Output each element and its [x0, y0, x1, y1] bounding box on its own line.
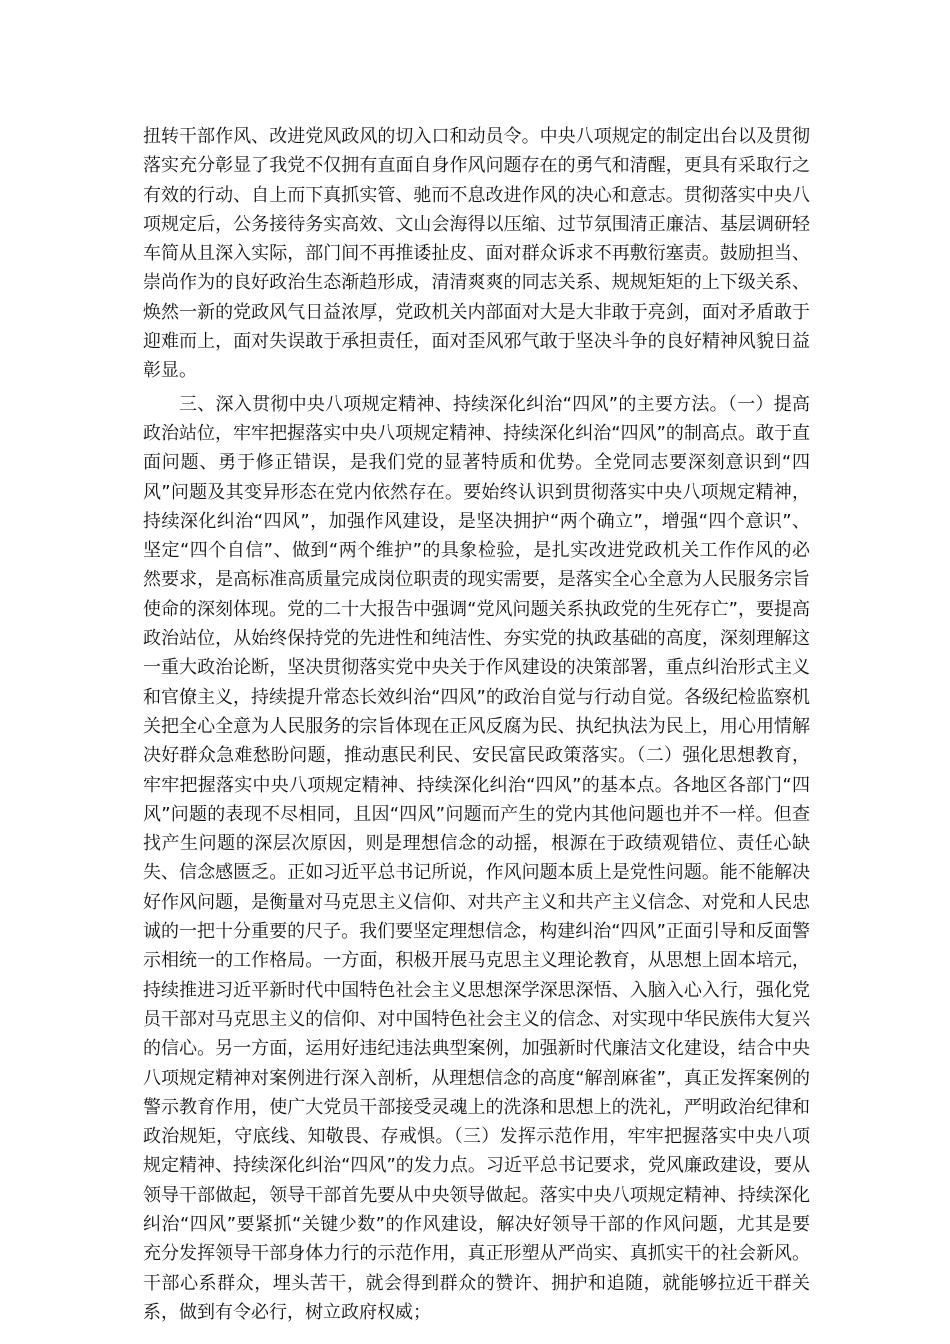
- document-body: [143, 122, 810, 1327]
- body-paragraph-1: 扭转干部作风、改进党风政风的切入口和动员令。中央八项规定的制定出台以及贯彻落实充分彰显了我党不仅拥有直面自身作风问题存在的勇气和清醒，更具有采取行之有效的行动、自上而下真抓实管、驰而不息改进作风的决心和意志。贯彻落实中央八项规定后，公务接待务实高效、文山会海得以压缩、过节氛围清正廉洁、基层调研轻车简从且深入实际，部门间不再推诿扯皮、面对群众诉求不再敷衍塞责。鼓励担当、崇尚作为的良好政治生态渐趋形成，清清爽爽的同志关系、规规矩矩的上下级关系、焕然一新的党政风气日益浓厚，党政机关内部面对大是大非敢于亮剑，面对矛盾敢于迎难而上，面对失误敢于承担责任，面对歪风邪气敢于坚决斗争的良好精神风貌日益彰显。: [143, 126, 810, 382]
- body-paragraph-2: 三、深入贯彻中央八项规定精神、持续深化纠治“四风”的主要方法。（一）提高政治站位，牢牢把握落实中央八项规定精神、持续深化纠治“四风”的制高点。敢于直面问题、勇于修正错误，是我们党的显著特质和优势。全党同志要深刻意识到“四风”问题及其变异形态在党内依然存在。要始终认识到贯彻落实中央八项规定精神，持续深化纠治“四风”，加强作风建设，是坚决拥护“两个确立”，增强“四个意识”、坚定“四个自信”、做到“两个维护”的具象检验，是扎实改进党政机关工作作风的必然要求，是高标准高质量完成岗位职责的现实需要，是落实全心全意为人民服务宗旨使命的深刻体现。党的二十大报告中强调“党风问题关系执政党的生死存亡”，要提高政治站位，从始终保持党的先进性和纯洁性、夯实党的执政基础的高度，深刻理解这一重大政治论断，坚决贯彻落实党中央关于作风建设的决策部署，重点纠治形式主义和官僚主义，持续提升常态长效纠治“四风”的政治自觉与行动自觉。各级纪检监察机关把全心全意为人民服务的宗旨体现在正风反腐为民、执纪执法为民上，用心用情解决好群众急难愁盼问题，推动惠民利民、安民富民政策落实。（二）强化思想教育，牢牢把握落实中央八项规定精神、持续深化纠治“四风”的基本点。各地区各部门“四风”问题的表现不尽相同，且因“四风”问题而产生的党内其他问题也并不一样。但查找产生问题的深层次原因，则是理想信念的动摇，根源在于政绩观错位、责任心缺失、信念感匮乏。正如习近平总书记所说，作风问题本质上是党性问题。能不能解决好作风问题，是衡量对马克思主义信仰、对共产主义和共产主义信念、对党和人民忠诚的一把十分重要的尺子。我们要坚定理想信念，构建纠治“四风”正面引导和反面警示相统一的工作格局。一方面，积极开展马克思主义理论教育，从思想上固本培元，持续推进习近平新时代中国特色社会主义思想深学深思深悟、入脑入心入行，强化党员干部对马克思主义的信仰、对中国特色社会主义的信念、对实现中华民族伟大复兴的信心。另一方面，运用好违纪违法典型案例，加强新时代廉洁文化建设，结合中央八项规定精神对案例进行深入剖析，从理想信念的高度“解剖麻雀”，真正发挥案例的警示教育作用，使广大党员干部接受灵魂上的洗涤和思想上的洗礼，严明政治纪律和政治规矩，守底线、知敬畏、存戒惧。（三）发挥示范作用，牢牢把握落实中央八项规定精神、持续深化纠治“四风”的发力点。习近平总书记要求，党风廉政建设，要从领导干部做起，领导干部首先要从中央领导做起。落实中央八项规定精神、持续深化纠治“四风”要紧抓“关键少数”的作风建设，解决好领导干部的作风问题，尤其是要充分发挥领导干部身体力行的示范作用，真正形塑从严尚实、真抓实干的社会新风。干部心系群众，埋头苦干，就会得到群众的赞许、拥护和追随，就能够拉近干群关系，做到有令必行，树立政府权威；: [143, 393, 810, 1323]
